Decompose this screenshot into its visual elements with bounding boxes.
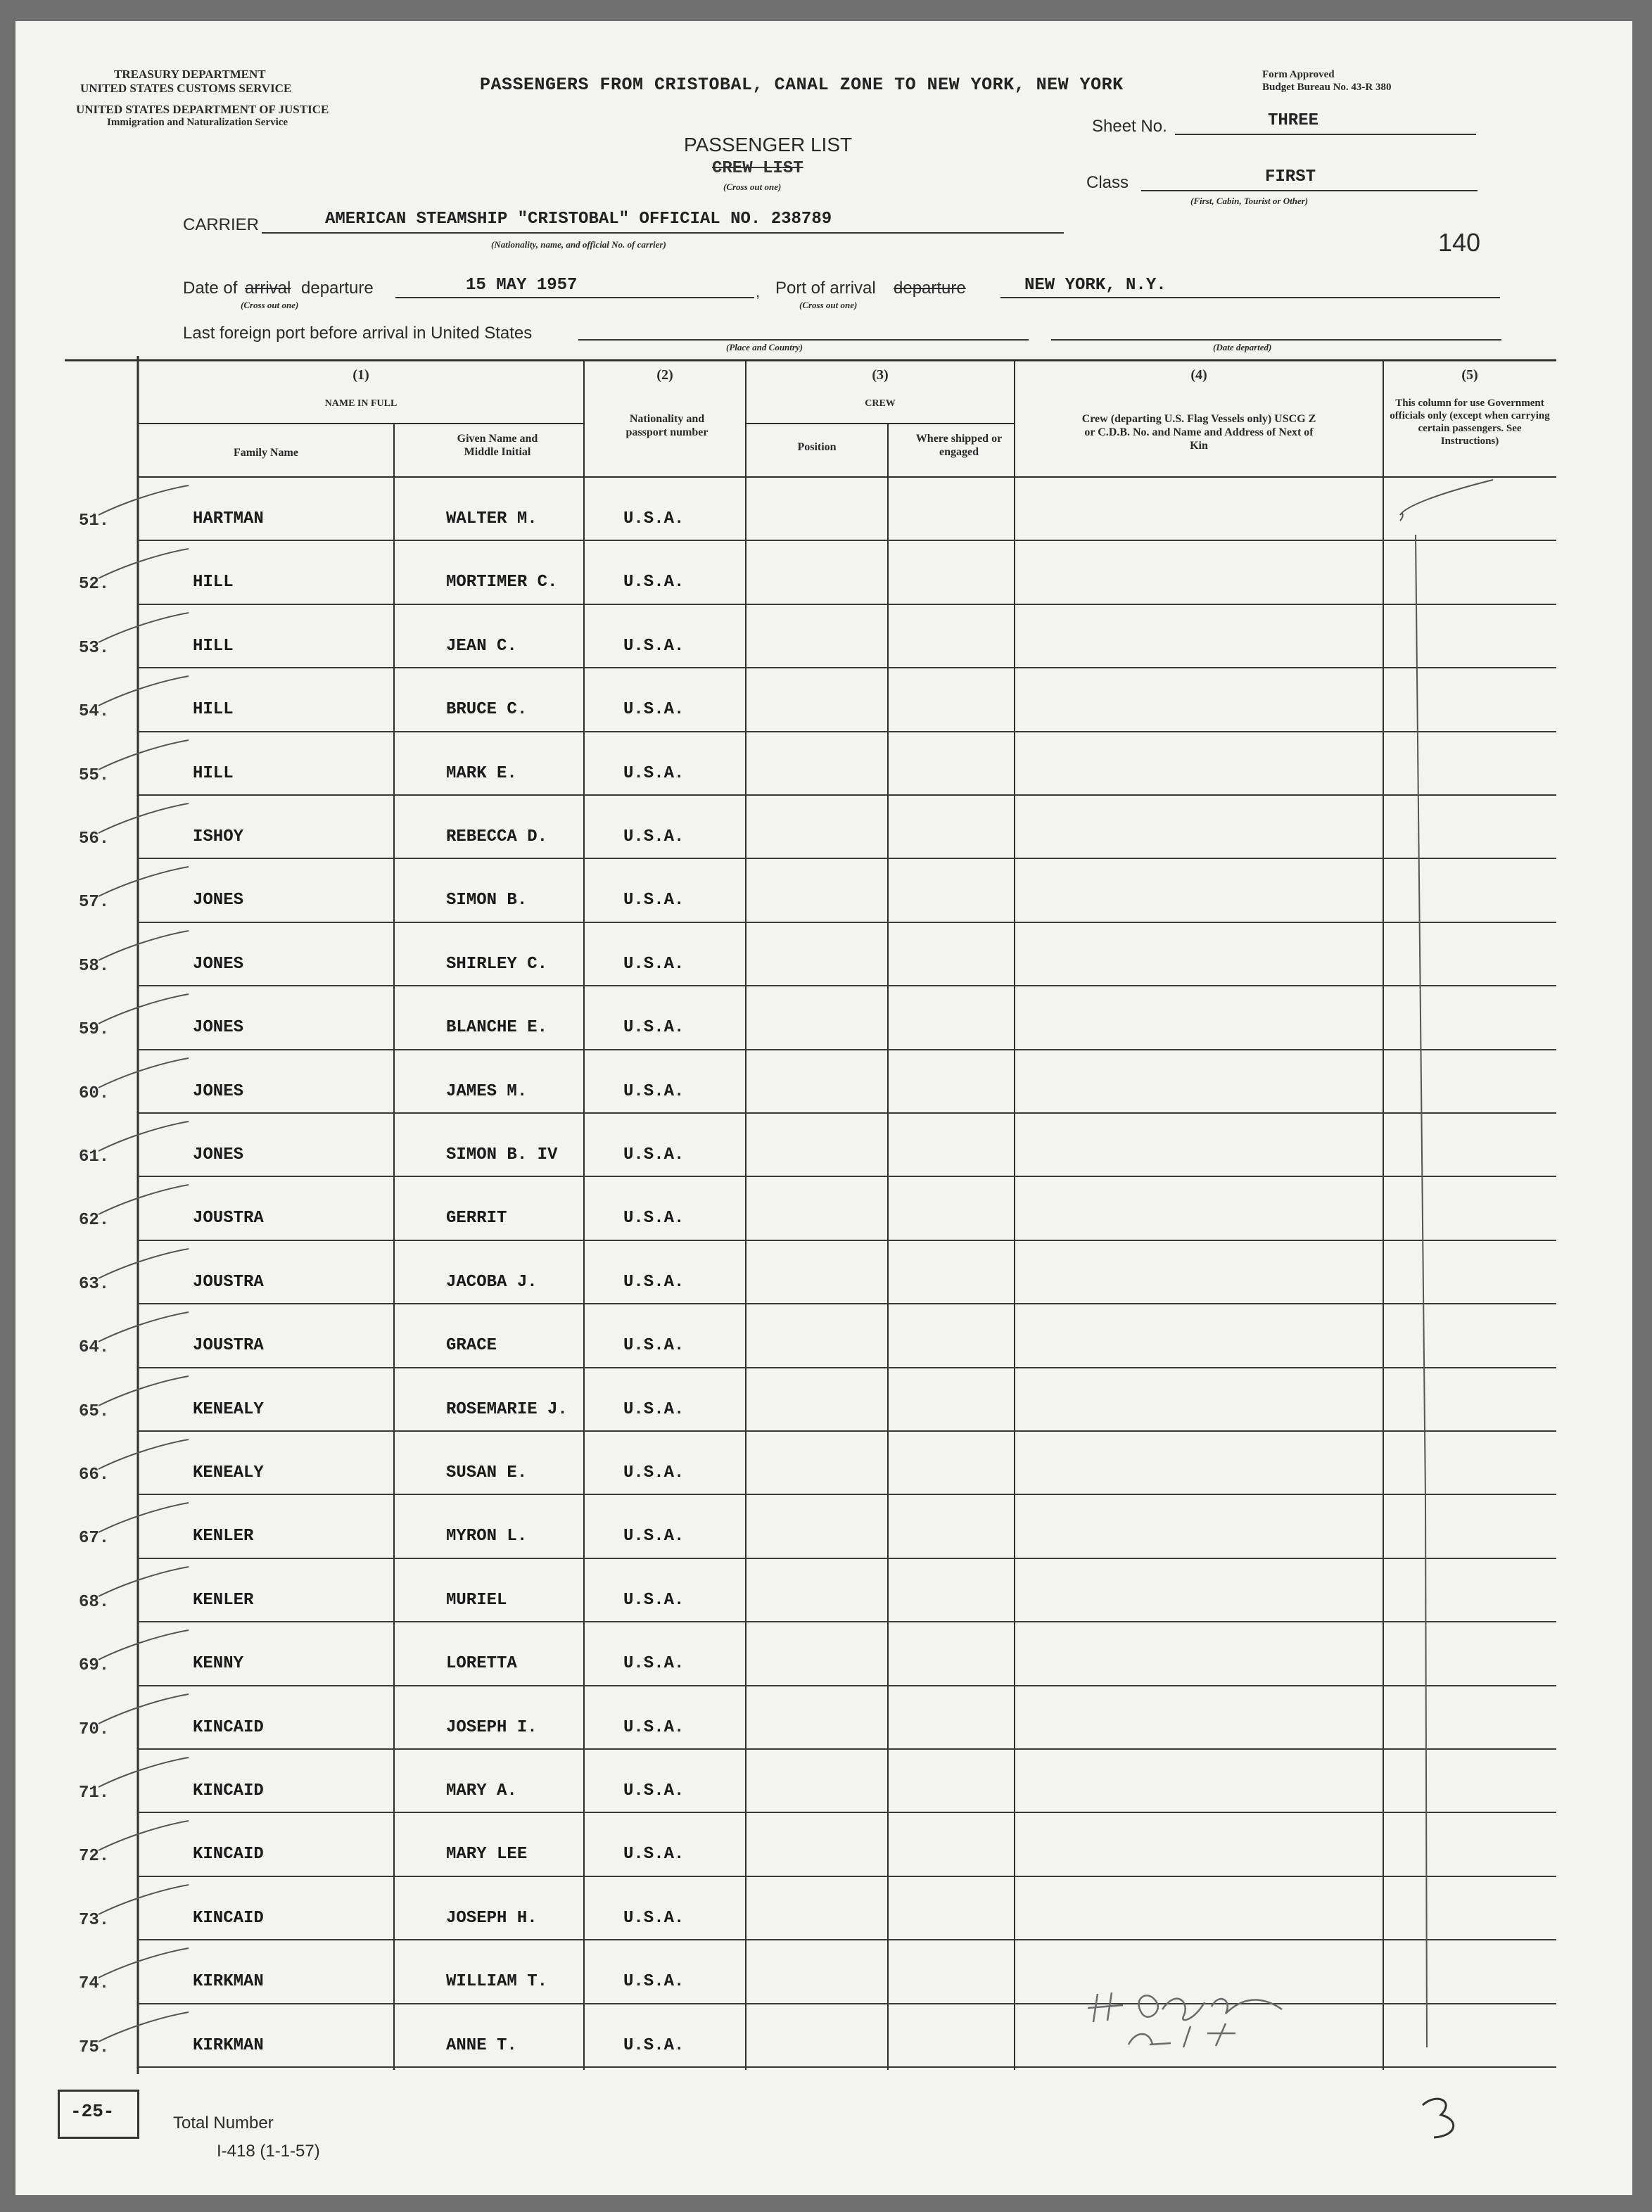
- date-underline: [395, 297, 754, 298]
- given-name: ANNE T.: [446, 2035, 517, 2055]
- given-name: SUSAN E.: [446, 1463, 528, 1482]
- nationality: U.S.A.: [623, 1018, 685, 1038]
- nationality: U.S.A.: [623, 1590, 685, 1610]
- row-number: 69.: [79, 1656, 110, 1676]
- agency-line-2: UNITED STATES CUSTOMS SERVICE: [80, 82, 292, 95]
- port-label-a: Port of arrival: [775, 279, 876, 298]
- col3-position: Position: [797, 441, 837, 453]
- port-value: NEW YORK, N.Y.: [1024, 276, 1167, 295]
- given-name: JOSEPH H.: [446, 1908, 538, 1928]
- nationality: U.S.A.: [623, 1209, 685, 1228]
- table-row: [15, 1812, 1632, 1876]
- date-label-struck: arrival: [245, 279, 291, 298]
- nationality: U.S.A.: [623, 1781, 685, 1800]
- family-name: HILL: [193, 700, 234, 720]
- given-name: LORETTA: [446, 1654, 517, 1674]
- given-name: REBECCA D.: [446, 827, 548, 846]
- class-label: Class: [1086, 173, 1129, 192]
- signature: [1113, 2005, 1148, 2013]
- last-date-underline: [1051, 339, 1501, 341]
- family-name: KENNY: [193, 1654, 244, 1674]
- nationality: U.S.A.: [623, 827, 685, 846]
- row-number: 57.: [79, 893, 110, 913]
- col1-number: (1): [352, 367, 369, 383]
- family-name: KINCAID: [193, 1717, 264, 1737]
- table-row: [15, 732, 1632, 795]
- date-departed-hint: (Date departed): [1213, 342, 1272, 352]
- route-title: PASSENGERS FROM CRISTOBAL, CANAL ZONE TO NEW YORK, NEW YORK: [480, 75, 1124, 95]
- table-row: [15, 1940, 1632, 2003]
- given-name: JOSEPH I.: [446, 1717, 538, 1737]
- row-number: 59.: [79, 1020, 110, 1040]
- carrier-value: AMERICAN STEAMSHIP "CRISTOBAL" OFFICIAL NO. 238789: [325, 210, 832, 229]
- agency-line-1: TREASURY DEPARTMENT: [114, 68, 266, 81]
- family-name: JONES: [193, 891, 244, 910]
- port-cross-hint: (Cross out one): [799, 300, 858, 310]
- class-underline: [1141, 190, 1478, 191]
- col5-label: This column for use Government officials only (except when carrying certain passengers. See Instructions): [1390, 398, 1550, 447]
- nationality: U.S.A.: [623, 1527, 685, 1546]
- given-name: JEAN C.: [446, 636, 517, 656]
- port-label-struck: departure: [894, 279, 966, 298]
- table-row: [15, 604, 1632, 668]
- count-box-value: -25-: [70, 2101, 115, 2122]
- row-number: 61.: [79, 1148, 110, 1167]
- form-number: I-418 (1-1-57): [217, 2142, 320, 2161]
- nationality: U.S.A.: [623, 573, 685, 592]
- col2-number: (2): [656, 367, 673, 383]
- row-number: 56.: [79, 830, 110, 848]
- budget-bureau: Budget Bureau No. 43-R 380: [1262, 82, 1392, 93]
- sheet-underline: [1175, 134, 1476, 135]
- manifest-page: [15, 21, 1632, 2195]
- given-name: MARY LEE: [446, 1845, 528, 1864]
- row-number: 68.: [79, 1592, 110, 1612]
- family-name: KINCAID: [193, 1845, 264, 1864]
- nationality: U.S.A.: [623, 1717, 685, 1737]
- table-row: [15, 986, 1632, 1049]
- col3-label: CREW: [865, 398, 896, 409]
- page-number: 140: [1438, 228, 1481, 257]
- table-row: [15, 1558, 1632, 1622]
- given-name: BLANCHE E.: [446, 1018, 548, 1038]
- family-name: KENEALY: [193, 1463, 264, 1482]
- table-row: [15, 858, 1632, 922]
- row-number: 65.: [79, 1401, 110, 1421]
- family-name: JOUSTRA: [193, 1272, 264, 1292]
- date-comma: ,: [756, 283, 761, 300]
- given-name: SIMON B. IV: [446, 1145, 558, 1164]
- row-number: 71.: [79, 1784, 110, 1803]
- nationality: U.S.A.: [623, 891, 685, 910]
- row-number: 74.: [79, 1974, 110, 1994]
- family-name: HILL: [193, 763, 234, 783]
- margin-mark: [1421, 2094, 1437, 2125]
- family-name: JOUSTRA: [193, 1209, 264, 1228]
- nationality: U.S.A.: [623, 1399, 685, 1419]
- nationality: U.S.A.: [623, 1272, 685, 1292]
- list-title: PASSENGER LIST: [684, 134, 853, 155]
- table-row: [15, 1368, 1632, 1431]
- date-value: 15 MAY 1957: [466, 276, 578, 295]
- family-name: KENLER: [193, 1590, 254, 1610]
- row-number: 63.: [79, 1274, 110, 1294]
- table-row: [15, 540, 1632, 604]
- nationality: U.S.A.: [623, 1845, 685, 1864]
- agency-line-4: Immigration and Naturalization Service: [107, 117, 288, 128]
- row-number: 54.: [79, 702, 110, 722]
- sheet-label: Sheet No.: [1092, 117, 1167, 136]
- row-number: 70.: [79, 1720, 110, 1739]
- date-cross-hint: (Cross out one): [241, 300, 299, 310]
- row-number: 66.: [79, 1466, 110, 1485]
- family-name: ISHOY: [193, 827, 244, 846]
- table-row: [15, 477, 1632, 540]
- nationality: U.S.A.: [623, 954, 685, 974]
- nationality: U.S.A.: [623, 636, 685, 656]
- row-number: 60.: [79, 1083, 110, 1103]
- table-row: [15, 668, 1632, 731]
- form-approved: Form Approved: [1262, 69, 1335, 80]
- date-label-b: departure: [301, 279, 374, 298]
- table-row: [15, 2004, 1632, 2067]
- given-name: BRUCE C.: [446, 700, 528, 720]
- sheet-value: THREE: [1268, 111, 1319, 130]
- col1-given: Given Name and Middle Initial: [457, 433, 538, 458]
- nationality: U.S.A.: [623, 763, 685, 783]
- family-name: KINCAID: [193, 1908, 264, 1928]
- family-name: JONES: [193, 954, 244, 974]
- given-name: SHIRLEY C.: [446, 954, 548, 974]
- row-number: 53.: [79, 638, 110, 658]
- row-number: 51.: [79, 511, 110, 530]
- given-name: MARY A.: [446, 1781, 517, 1800]
- table-row: [15, 795, 1632, 858]
- nationality: U.S.A.: [623, 1081, 685, 1101]
- given-name: SIMON B.: [446, 891, 528, 910]
- nationality: U.S.A.: [623, 2035, 685, 2055]
- port-underline: [1000, 297, 1500, 298]
- nationality: U.S.A.: [623, 1972, 685, 1992]
- given-name: MYRON L.: [446, 1527, 528, 1546]
- agency-line-3: UNITED STATES DEPARTMENT OF JUSTICE: [76, 103, 329, 116]
- row-number: 72.: [79, 1847, 110, 1867]
- nationality: U.S.A.: [623, 1336, 685, 1356]
- table-row: [15, 922, 1632, 986]
- row-number: 55.: [79, 765, 110, 785]
- family-name: HILL: [193, 573, 234, 592]
- given-name: WALTER M.: [446, 509, 538, 528]
- table-row: [15, 1304, 1632, 1367]
- table-row: [15, 1240, 1632, 1304]
- given-name: GRACE: [446, 1336, 497, 1356]
- table-row: [15, 1176, 1632, 1240]
- col5-number: (5): [1461, 367, 1478, 383]
- last-port-label: Last foreign port before arrival in United States: [183, 324, 533, 343]
- family-name: KENLER: [193, 1527, 254, 1546]
- total-number-label: Total Number: [173, 2114, 274, 2132]
- col1-family: Family Name: [234, 447, 298, 459]
- col3-where: Where shipped or engaged: [915, 433, 1003, 458]
- row-number: 73.: [79, 1910, 110, 1930]
- col3-number: (3): [872, 367, 889, 383]
- table-row: [15, 1494, 1632, 1558]
- carrier-underline: [262, 232, 1064, 234]
- place-hint: (Place and Country): [726, 342, 803, 352]
- nationality: U.S.A.: [623, 1145, 685, 1164]
- nationality: U.S.A.: [623, 1463, 685, 1482]
- nationality: U.S.A.: [623, 700, 685, 720]
- nationality: U.S.A.: [623, 1908, 685, 1928]
- class-hint: (First, Cabin, Tourist or Other): [1190, 196, 1309, 206]
- row-number: 58.: [79, 956, 110, 976]
- given-name: WILLIAM T.: [446, 1972, 548, 1992]
- table-row: [15, 1876, 1632, 1940]
- row-number: 52.: [79, 575, 110, 595]
- col4-number: (4): [1190, 367, 1207, 383]
- table-row: [15, 1622, 1632, 1685]
- family-name: KIRKMAN: [193, 2035, 264, 2055]
- family-name: KINCAID: [193, 1781, 264, 1800]
- row-number: 67.: [79, 1529, 110, 1549]
- table-row: [15, 1431, 1632, 1494]
- nationality: U.S.A.: [623, 1654, 685, 1674]
- carrier-label: CARRIER: [183, 215, 260, 234]
- family-name: HILL: [193, 636, 234, 656]
- col4-label: Crew (departing U.S. Flag Vessels only) USCG Z or C.D.B. No. and Name and Address of Next of Kin: [1081, 413, 1316, 452]
- cross-out-hint: (Cross out one): [723, 182, 782, 192]
- table-row: [15, 1113, 1632, 1176]
- carrier-hint: (Nationality, name, and official No. of carrier): [491, 239, 666, 250]
- given-name: GERRIT: [446, 1209, 507, 1228]
- row-number: 62.: [79, 1211, 110, 1231]
- class-value: FIRST: [1265, 167, 1316, 186]
- family-name: JONES: [193, 1081, 244, 1101]
- table-row: [15, 1050, 1632, 1113]
- row-number: 75.: [79, 2038, 110, 2057]
- table-row: [15, 1686, 1632, 1749]
- family-name: JOUSTRA: [193, 1336, 264, 1356]
- date-label-a: Date of: [183, 279, 238, 298]
- given-name: MURIEL: [446, 1590, 507, 1610]
- family-name: KIRKMAN: [193, 1972, 264, 1992]
- given-name: MORTIMER C.: [446, 573, 558, 592]
- row-number: 64.: [79, 1338, 110, 1358]
- nationality: U.S.A.: [623, 509, 685, 528]
- crew-list-struck: CREW LIST: [712, 159, 803, 178]
- family-name: KENEALY: [193, 1399, 264, 1419]
- given-name: ROSEMARIE J.: [446, 1399, 568, 1419]
- family-name: JONES: [193, 1018, 244, 1038]
- given-name: MARK E.: [446, 763, 517, 783]
- family-name: JONES: [193, 1145, 244, 1164]
- family-name: HARTMAN: [193, 509, 264, 528]
- col2-label: Nationality and passport number: [625, 413, 709, 438]
- col1-label: NAME IN FULL: [324, 398, 398, 409]
- last-port-underline: [578, 339, 1029, 341]
- given-name: JACOBA J.: [446, 1272, 538, 1292]
- given-name: JAMES M.: [446, 1081, 528, 1101]
- table-row: [15, 1749, 1632, 1812]
